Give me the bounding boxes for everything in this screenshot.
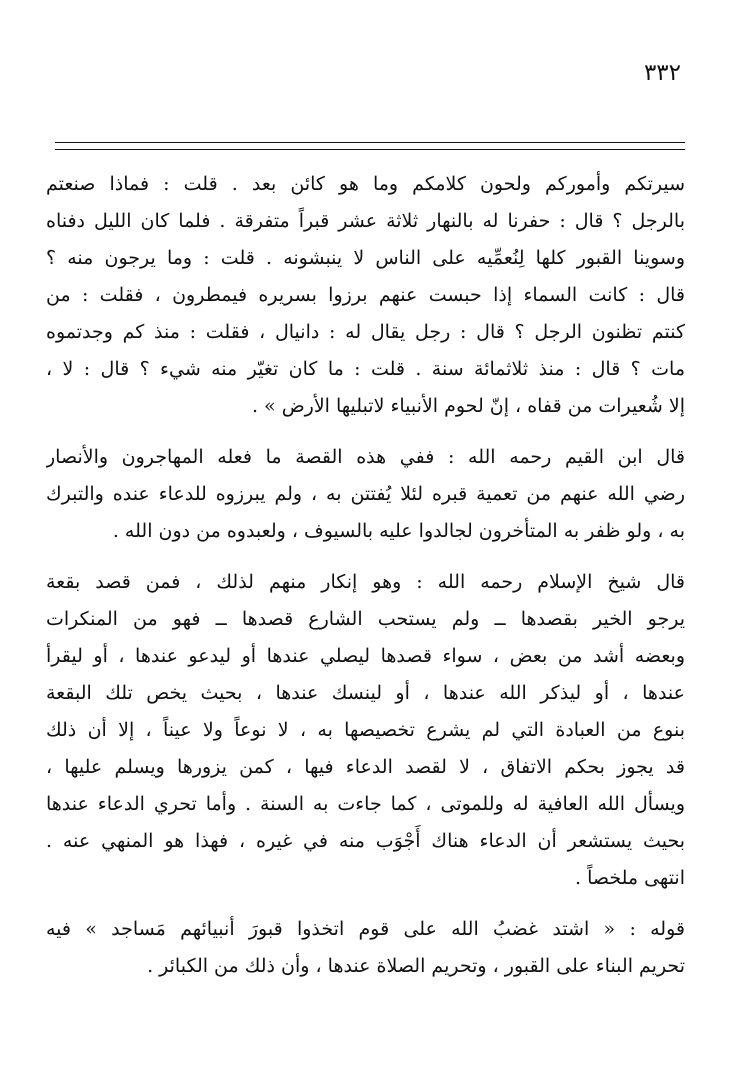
- text-line: عندها ، أو ليذكر الله عندها ، أو لينسك عندها ، بحيث يخص تلك البقعة: [46, 682, 685, 704]
- text-line: تحريم البناء على القبور ، وتحريم الصلاة عندها ، وأن ذلك من الكبائر .: [147, 955, 685, 977]
- text-line: ويسأل الله العافية له وللموتى ، كما جاءت به السنة . وأما تحري الدعاء عندها: [46, 793, 685, 815]
- header-rule-bottom: [55, 149, 685, 150]
- paragraph-shaykh-al-islam: [46, 564, 685, 897]
- text-line: قوله : « اشتد غضبُ الله على قوم اتخذوا قبورَ أنبيائهم مَساجد » فيه: [46, 918, 685, 940]
- paragraph-story: [46, 166, 685, 425]
- text-line: به ، ولو ظفر به المتأخرون لجالدوا عليه بالسيوف ، ولعبدوه من دون الله .: [112, 520, 685, 542]
- text-line: قد يجوز بحكم الاتفاق ، لا لقصد الدعاء فيها ، كمن يزورها ويسلم عليها ،: [46, 756, 685, 778]
- text-line: وسوينا القبور كلها لِنُعمِّيه على الناس لا ينبشونه . قلت : وما يرجون منه ؟: [46, 247, 685, 269]
- page-number: ٣٣٢: [643, 60, 681, 86]
- text-line: قال : كانت السماء إذا حبست عنهم برزوا بسريره فيمطرون ، فقلت : من: [46, 284, 685, 306]
- text-line: كنتم تظنون الرجل ؟ قال : رجل يقال له : دانيال ، فقلت : منذ كم وجدتموه: [46, 321, 685, 343]
- text-line: سيرتكم وأموركم ولحون كلامكم وما هو كائن بعد . قلت : فماذا صنعتم: [46, 173, 685, 195]
- text-line: انتهى ملخصاً .: [574, 867, 685, 889]
- text-line: يرجو الخير بقصدها ــ ولم يستحب الشارع قصدها ــ فهو من المنكرات: [46, 608, 685, 630]
- text-line: رضي الله عنهم من تعمية قبره لئلا يُفتتن به ، ولم يبرزوه للدعاء عنده والتبرك: [46, 483, 685, 505]
- text-line: بنوع من العبادة التي لم يشرع تخصيصها به ، لا نوعاً ولا عيناً ، إلا أن ذلك: [46, 719, 685, 741]
- text-line: وبعضه أشد من بعض ، سواء قصدها ليصلي عندها أو ليدعو عندها ، أو ليقرأ: [46, 645, 685, 667]
- text-line: قال ابن القيم رحمه الله : ففي هذه القصة ما فعله المهاجرون والأنصار: [46, 446, 685, 468]
- text-line: بحيث يستشعر أن الدعاء هناك أَجْوَب منه في غيره ، فهذا هو المنهي عنه .: [46, 830, 685, 852]
- paragraph-commentary: [46, 911, 685, 985]
- text-line: بالرجل ؟ قال : حفرنا له بالنهار ثلاثة عشر قبراً متفرقة . فلما كان الليل دفناه: [46, 210, 685, 232]
- header-rule-top: [55, 142, 685, 143]
- text-line: قال شيخ الإسلام رحمه الله : وهو إنكار منهم لذلك ، فمن قصد بقعة: [46, 571, 685, 593]
- text-line: إلا شُعيرات من قفاه ، إنّ لحوم الأنبياء لاتبليها الأرض » .: [251, 395, 685, 417]
- body-text: [46, 166, 685, 985]
- paragraph-ibn-qayyim: [46, 439, 685, 550]
- text-line: مات ؟ قال : منذ ثلاثمائة سنة . قلت : ما كان تغيّر منه شيء ؟ قال : لا ،: [46, 358, 685, 380]
